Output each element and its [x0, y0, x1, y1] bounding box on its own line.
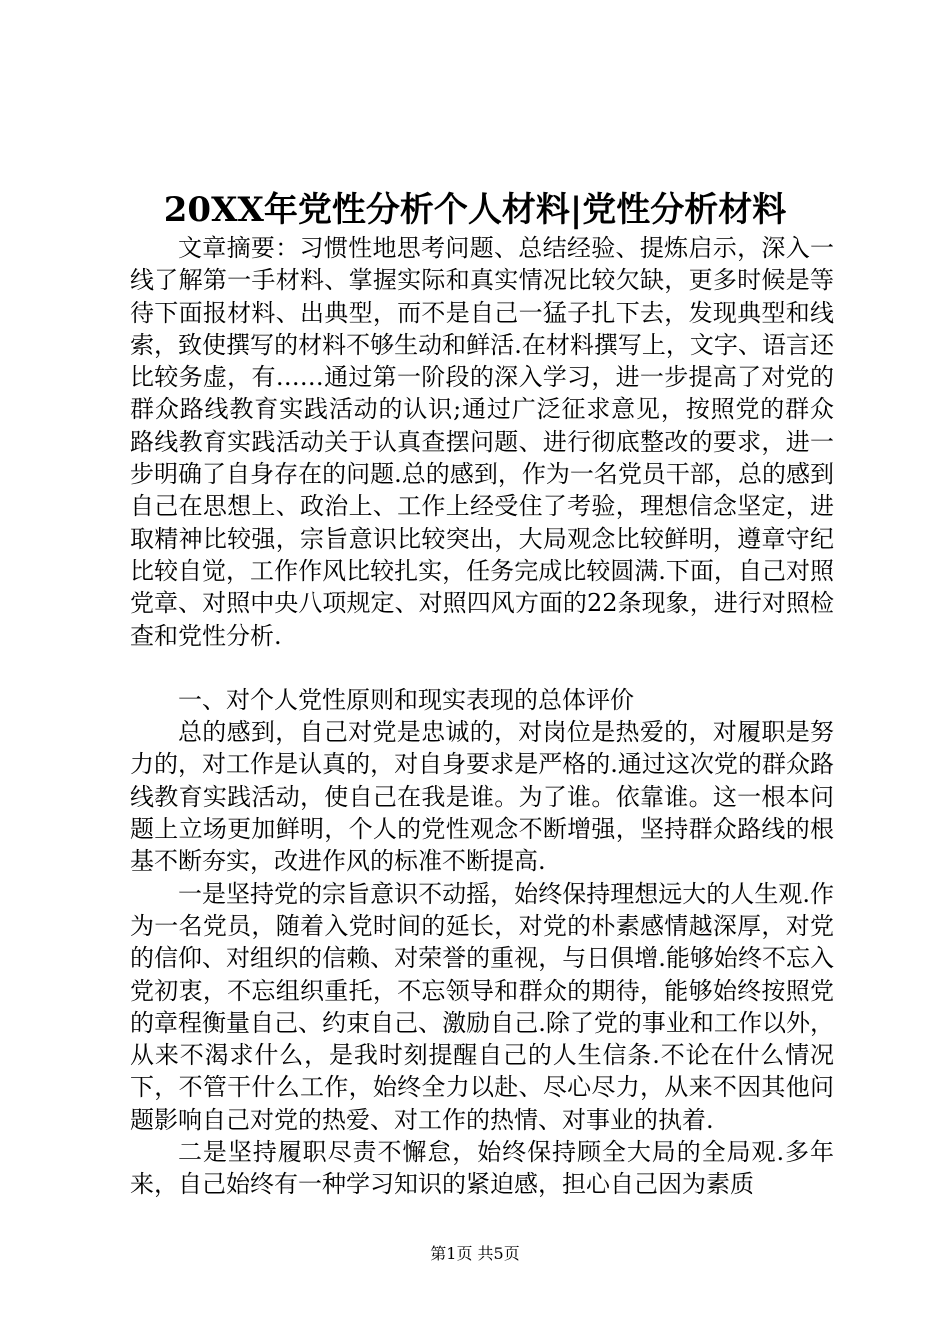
body-paragraph: 二是坚持履职尽责不懈怠，始终保持顾全大局的全局观.多年来，自己始终有一种学习知识的紧迫感，担心自己因为素质 — [130, 1138, 834, 1199]
body-paragraph: 一是坚持党的宗旨意识不动摇，始终保持理想远大的人生观.作为一名党员，随着入党时间的延长，对党的朴素感情越深厚，对党的信仰、对组织的信赖、对荣誉的重视，与日俱增.能够始终不忘入党初衷，不忘组织重托，不忘领导和群众的期待，能够始终按照党的章程衡量自己、约束自己、激励自己.除了党的事业和工作以外，从来不渴求什么，是我时刻提醒自己的人生信条.不论在什么情况下，不管干什么工作，始终全力以赴、尽心尽力，从来不因其他问题影响自己对党的热爱、对工作的热情、对事业的执着. — [130, 879, 834, 1134]
body-paragraph: 总的感到，自己对党是忠诚的，对岗位是热爱的，对履职是努力的，对工作是认真的，对自身要求是严格的.通过这次党的群众路线教育实践活动，使自己在我是谁。为了谁。依靠谁。这一根本问题上立场更加鲜明，个人的党性观念不断增强，坚持群众路线的根基不断夯实，改进作风的标准不断提高. — [130, 718, 834, 876]
document-body — [130, 232, 834, 1201]
abstract-paragraph: 文章摘要：习惯性地思考问题、总结经验、提炼启示，深入一线了解第一手材料、掌握实际和真实情况比较欠缺，更多时候是等待下面报材料、出典型，而不是自己一猛子扎下去，发现典型和线索，致使撰写的材料不够生动和鲜活.在材料撰写上，文字、语言还比较务虚，有……通过第一阶段的深入学习，进一步提高了对党的群众路线教育实践活动的认识;通过广泛征求意见，按照党的群众路线教育实践活动关于认真查摆问题、进行彻底整改的要求，进一步明确了自身存在的问题.总的感到，作为一名党员干部，总的感到自己在思想上、政治上、工作上经受住了考验，理想信念坚定，进取精神比较强，宗旨意识比较突出，大局观念比较鲜明，遵章守纪比较自觉，工作作风比较扎实，任务完成比较圆满.下面，自己对照党章、对照中央八项规定、对照四风方面的22条现象，进行对照检查和党性分析. — [130, 234, 834, 650]
document-title: 20XX年党性分析个人材料|党性分析材料 — [163, 190, 787, 230]
section-heading: 一、对个人党性原则和现实表现的总体评价 — [178, 685, 634, 714]
page-indicator: 第1页 共5页 — [430, 1244, 520, 1263]
